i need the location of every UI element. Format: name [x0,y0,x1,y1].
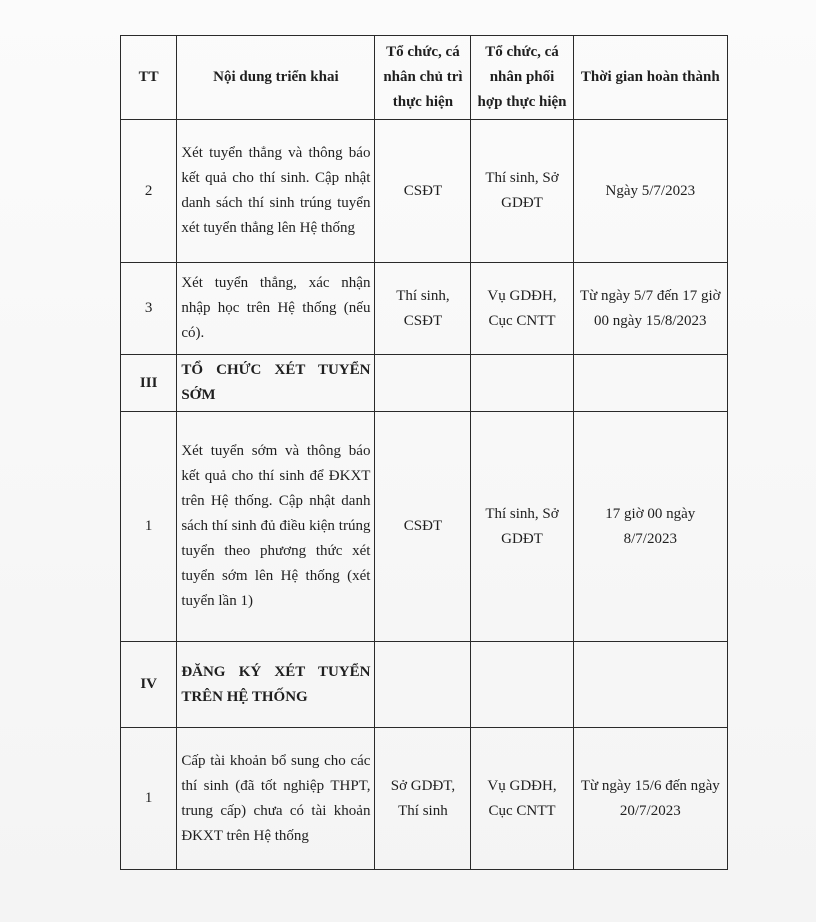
row-coop: Vụ GDĐH, Cục CNTT [471,263,573,355]
header-coop: Tổ chức, cá nhân phối hợp thực hiện [471,36,573,120]
row-number: 1 [121,728,177,870]
row-coop [471,642,573,728]
schedule-table [120,35,728,870]
row-number: 1 [121,412,177,642]
header-content: Nội dung triển khai [177,36,375,120]
section-title: ĐĂNG KÝ XÉT TUYỂN TRÊN HỆ THỐNG [177,642,375,728]
header-time: Thời gian hoàn thành [573,36,727,120]
header-tt: TT [121,36,177,120]
row-content: Xét tuyển thẳng và thông báo kết quả cho thí sinh. Cập nhật danh sách thí sinh trúng tuyển xét tuyển thẳng lên Hệ thống [177,120,375,263]
row-lead: Sở GDĐT, Thí sinh [375,728,471,870]
section-row [121,642,728,728]
row-time: Từ ngày 5/7 đến 17 giờ 00 ngày 15/8/2023 [573,263,727,355]
table-header-row [121,36,728,120]
table-row [121,263,728,355]
row-time: 17 giờ 00 ngày 8/7/2023 [573,412,727,642]
table-row [121,120,728,263]
row-number: 3 [121,263,177,355]
row-lead: CSĐT [375,412,471,642]
row-coop: Thí sinh, Sở GDĐT [471,120,573,263]
section-number: IV [121,642,177,728]
row-time: Ngày 5/7/2023 [573,120,727,263]
row-content: Cấp tài khoản bổ sung cho các thí sinh (đã tốt nghiệp THPT, trung cấp) chưa có tài khoản ĐKXT trên Hệ thống [177,728,375,870]
row-lead: Thí sinh, CSĐT [375,263,471,355]
table-row [121,728,728,870]
row-lead [375,355,471,412]
section-number: III [121,355,177,412]
row-time: Từ ngày 15/6 đến ngày 20/7/2023 [573,728,727,870]
row-time [573,642,727,728]
row-lead: CSĐT [375,120,471,263]
section-row [121,355,728,412]
row-coop [471,355,573,412]
header-lead: Tổ chức, cá nhân chủ trì thực hiện [375,36,471,120]
row-lead [375,642,471,728]
row-content: Xét tuyển thẳng, xác nhận nhập học trên Hệ thống (nếu có). [177,263,375,355]
row-time [573,355,727,412]
row-coop: Thí sinh, Sở GDĐT [471,412,573,642]
row-number: 2 [121,120,177,263]
row-coop: Vụ GDĐH, Cục CNTT [471,728,573,870]
table-row [121,412,728,642]
row-content: Xét tuyển sớm và thông báo kết quả cho thí sinh để ĐKXT trên Hệ thống. Cập nhật danh sách thí sinh đủ điều kiện trúng tuyển theo phương thức xét tuyển sớm lên Hệ thống (xét tuyển lần 1) [177,412,375,642]
section-title: TỔ CHỨC XÉT TUYỂN SỚM [177,355,375,412]
